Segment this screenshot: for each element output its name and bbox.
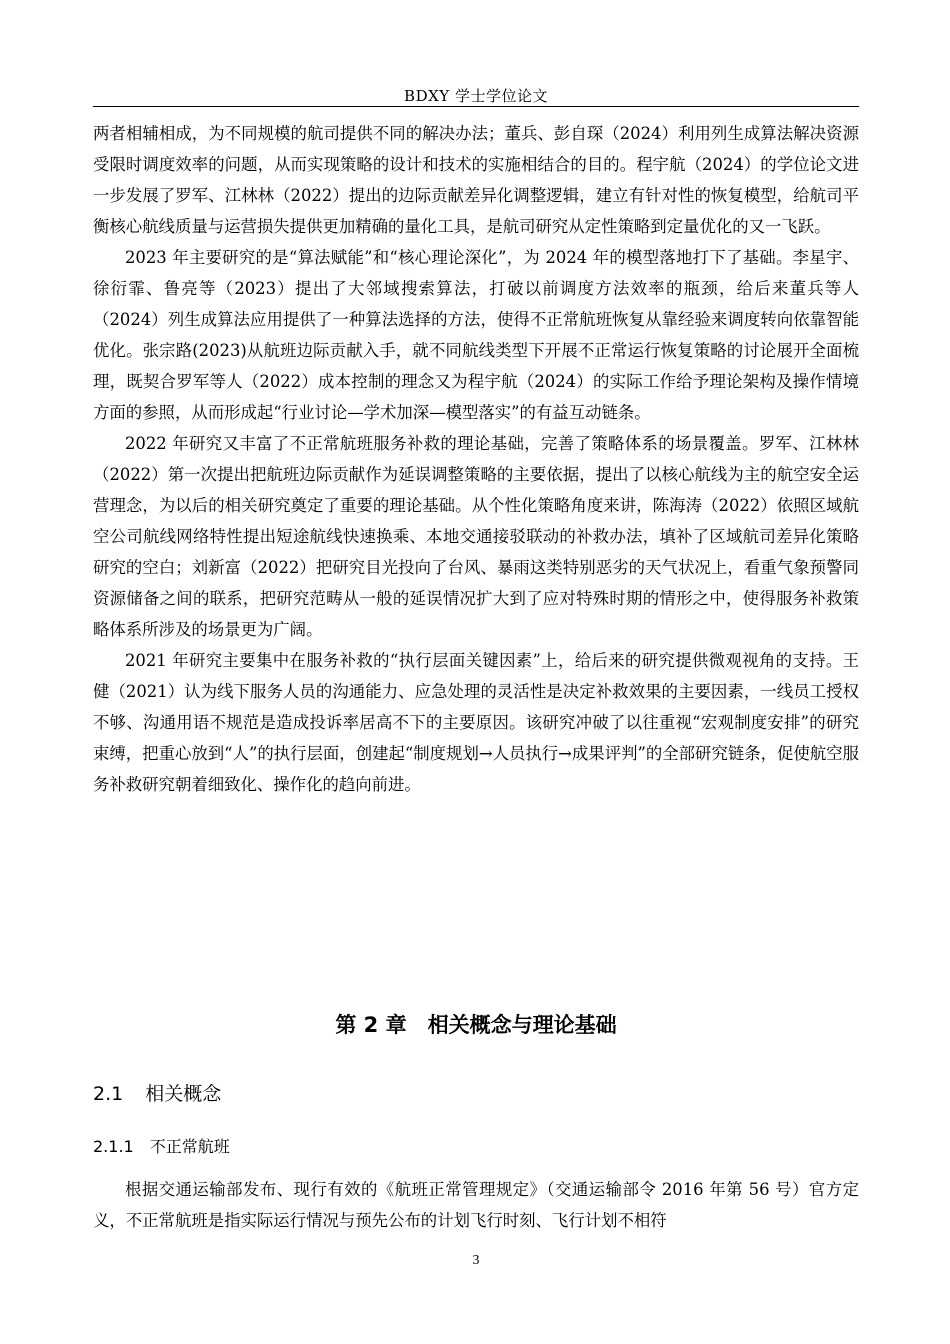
definition-text	[93, 1174, 859, 1236]
body-text	[93, 118, 859, 800]
paragraph-2023-research: 2023 年主要研究的是“算法赋能”和“核心理论深化”，为 2024 年的模型落地打下了基础。李星宇、徐衍霏、鲁亮等（2023）提出了大邻域搜索算法，打破以前调度方法效率的瓶颈，给后来董兵等人（2024）列生成算法应用提供了一种算法选择的方法，使得不正常航班恢复从靠经验来调度转向依靠智能优化。张宗路(2023)从航班边际贡献入手，就不同航线类型下开展不正常运行恢复策略的讨论展开全面梳理，既契合罗军等人（2022）成本控制的理念又为程宇航（2024）的实际工作给予理论架构及操作情境方面的参照，从而形成起“行业讨论—学术加深—模型落实”的有益互动链条。	[93, 248, 859, 422]
section-title: 相关概念	[145, 1083, 222, 1105]
section-heading	[93, 1080, 221, 1108]
subsection-heading	[93, 1135, 230, 1159]
page-number: 3	[472, 1253, 480, 1268]
paragraph-2022-research: 2022 年研究又丰富了不正常航班服务补救的理论基础，完善了策略体系的场景覆盖。罗军、江林林（2022）第一次提出把航班边际贡献作为延误调整策略的主要依据，提出了以核心航线为主的航空安全运营理念，为以后的相关研究奠定了重要的理论基础。从个性化策略角度来讲，陈海涛（2022）依照区域航空公司航线网络特性提出短途航线快速换乘、本地交通接驳联动的补救办法，填补了区域航司差异化策略研究的空白；刘新富（2022）把研究目光投向了台风、暴雨这类特别恶劣的天气状况上，看重气象预警同资源储备之间的联系，把研究范畴从一般的延误情况扩大到了应对特殊时期的情形之中，使得服务补救策略体系所涉及的场景更为广阔。	[93, 434, 859, 639]
running-header: BDXY 学士学位论文	[404, 87, 548, 105]
subsection-number: 2.1.1	[93, 1137, 134, 1156]
paragraph-definition: 根据交通运输部发布、现行有效的《航班正常管理规定》（交通运输部令 2016 年第 56 号）官方定义，不正常航班是指实际运行情况与预先公布的计划飞行时刻、飞行计划不相符	[93, 1180, 859, 1230]
header-rule	[93, 106, 859, 107]
paragraph-continuation: 两者相辅相成，为不同规模的航司提供不同的解决办法；董兵、彭自琛（2024）利用列生成算法解决资源受限时调度效率的问题，从而实现策略的设计和技术的实施相结合的目的。程宇航（2024）的学位论文进一步发展了罗军、江林林（2022）提出的边际贡献差异化调整逻辑，建立有针对性的恢复模型，给航司平衡核心航线质量与运营损失提供更加精确的量化工具，是航司研究从定性策略到定量优化的又一飞跃。	[93, 124, 859, 236]
chapter-title: 第 2 章 相关概念与理论基础	[335, 1013, 617, 1037]
paragraph-2021-research: 2021 年研究主要集中在服务补救的“执行层面关键因素”上，给后来的研究提供微观视角的支持。王健（2021）认为线下服务人员的沟通能力、应急处理的灵活性是决定补救效果的主要因素，一线员工授权不够、沟通用语不规范是造成投诉率居高不下的主要原因。该研究冲破了以往重视“宏观制度安排”的研究束缚，把重心放到“人”的执行层面，创建起“制度规划→人员执行→成果评判”的全部研究链条，促使航空服务补救研究朝着细致化、操作化的趋向前进。	[93, 651, 859, 794]
subsection-title: 不正常航班	[149, 1137, 230, 1156]
section-number: 2.1	[93, 1083, 124, 1105]
